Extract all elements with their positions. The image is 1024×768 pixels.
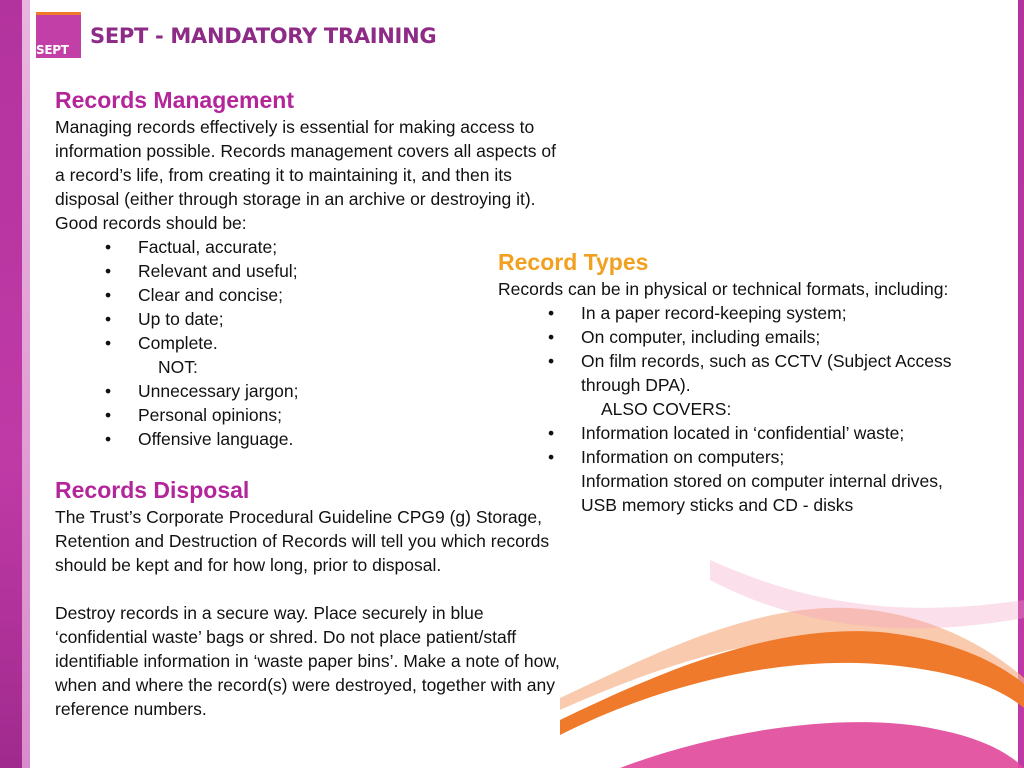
right-column [498, 247, 968, 517]
bullet-icon: • [548, 351, 555, 371]
not-label: NOT: [158, 357, 198, 377]
bullet-icon: • [105, 237, 112, 257]
bullet-icon: • [105, 261, 112, 281]
bullet-icon: • [105, 285, 112, 305]
list-item: • In a paper record-keeping system; [548, 303, 847, 323]
records-management-heading: Records Management [55, 87, 295, 113]
records-disposal-para2: Destroy records in a secure way. Place securely in blue ‘confidential waste’ bags or shred. Do not place patient/staff identifiable information in ‘waste paper bins’. Make a note of how, when and where the record(s) were destroyed, together with any reference numbers. [55, 603, 560, 719]
record-types-heading: Record Types [498, 249, 649, 275]
list-item: • Information on computers; [548, 447, 785, 467]
also-covers-label: ALSO COVERS: [601, 399, 732, 419]
list-item: • On computer, including emails; [548, 327, 821, 347]
bullet-icon: • [548, 447, 555, 467]
bullet-icon: • [105, 381, 112, 401]
bullet-icon: • [105, 429, 112, 449]
records-disposal-para1: The Trust’s Corporate Procedural Guideline CPG9 (g) Storage, Retention and Destruction of Records will tell you which records should be kept and for how long, prior to disposal. [55, 507, 550, 575]
list-item: • Relevant and useful; [105, 261, 298, 281]
records-management-body: Managing records effectively is essential for making access to information possible. Records management covers all aspects of a record’s life, from creating it to maintaining it, and then its disposal (either through storage in an archive or destroying it). Good records should be: [55, 117, 556, 233]
logo-stripe [36, 12, 81, 15]
records-disposal-heading: Records Disposal [55, 477, 250, 503]
page-title: SEPT - MANDATORY TRAINING [90, 24, 437, 48]
left-decorative-band-light [22, 0, 30, 768]
record-types-body: Records can be in physical or technical formats, including: [498, 279, 949, 299]
bullet-icon: • [548, 327, 555, 347]
sept-logo [36, 12, 81, 58]
good-records-list [55, 235, 560, 355]
list-item: • Factual, accurate; [105, 237, 278, 257]
bullet-icon: • [548, 303, 555, 323]
logo-text: SEPT [36, 43, 69, 57]
list-item: • Complete. [105, 333, 218, 353]
record-types-extra: Information stored on computer internal drives, USB memory sticks and CD - disks [581, 471, 943, 515]
left-column [55, 85, 560, 721]
bullet-icon: • [105, 309, 112, 329]
bullet-icon: • [105, 405, 112, 425]
list-item: • Offensive language. [105, 429, 294, 449]
bad-records-list [55, 379, 560, 451]
decorative-swoosh [560, 560, 1024, 768]
also-covers-list [498, 421, 968, 469]
bullet-icon: • [105, 333, 112, 353]
list-item: • Unnecessary jargon; [105, 381, 299, 401]
list-item: • Information located in ‘confidential’ waste; [548, 423, 905, 443]
list-item: • Up to date; [105, 309, 224, 329]
left-decorative-band [0, 0, 22, 768]
list-item: • Personal opinions; [105, 405, 282, 425]
record-types-list [498, 301, 968, 397]
list-item: • Clear and concise; [105, 285, 283, 305]
list-item: • On film records, such as CCTV (Subject Access through DPA). [548, 351, 952, 395]
bullet-icon: • [548, 423, 555, 443]
